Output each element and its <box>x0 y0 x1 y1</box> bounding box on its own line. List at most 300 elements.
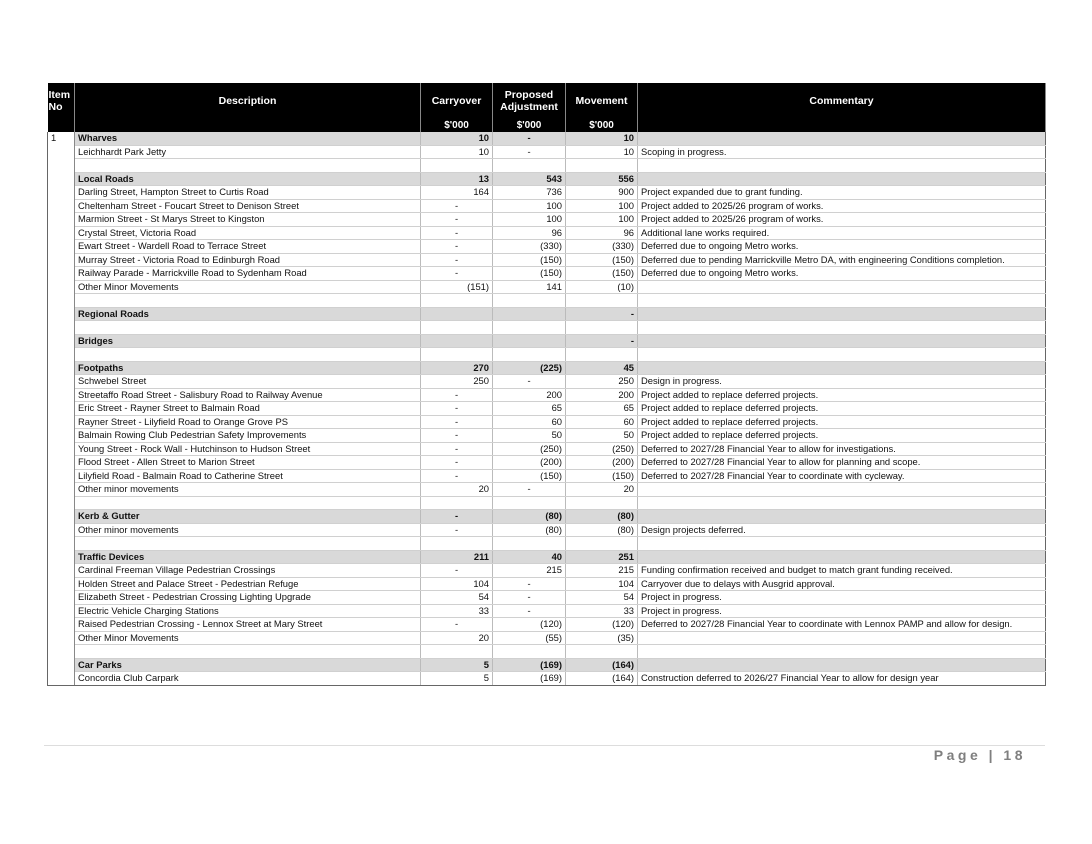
carryover-cell: 164 <box>421 186 493 200</box>
movement-cell: 900 <box>566 186 638 200</box>
carryover-cell: 54 <box>421 591 493 605</box>
commentary-cell: Project expanded due to grant funding. <box>638 186 1046 200</box>
carryover-cell <box>421 294 493 308</box>
adjustment-cell: - <box>493 577 566 591</box>
commentary-cell: Project added to 2025/26 program of works. <box>638 213 1046 227</box>
carryover-cell <box>421 348 493 362</box>
table-row <box>48 469 1046 483</box>
unit-row <box>48 118 1046 132</box>
table-row <box>48 429 1046 443</box>
item-no-cell <box>48 334 75 348</box>
description-cell: Murray Street - Victoria Road to Edinburgh Road <box>75 253 421 267</box>
description-cell <box>75 321 421 335</box>
movement-cell <box>566 321 638 335</box>
item-no-cell <box>48 415 75 429</box>
carryover-cell: 20 <box>421 631 493 645</box>
header-item-no: Item No <box>48 83 75 118</box>
table-row <box>48 199 1046 213</box>
item-no-cell <box>48 388 75 402</box>
table-row <box>48 213 1046 227</box>
commentary-cell: Project added to replace deferred projects. <box>638 429 1046 443</box>
table-body <box>48 132 1046 685</box>
section-row <box>48 361 1046 375</box>
carryover-cell <box>421 645 493 659</box>
item-no-cell <box>48 429 75 443</box>
commentary-cell <box>638 361 1046 375</box>
item-no-cell <box>48 226 75 240</box>
spacer-row <box>48 159 1046 173</box>
movement-cell: 250 <box>566 375 638 389</box>
adjustment-cell: 100 <box>493 213 566 227</box>
item-no-cell <box>48 186 75 200</box>
item-no-cell <box>48 402 75 416</box>
adjustment-cell: 40 <box>493 550 566 564</box>
carryover-cell: 211 <box>421 550 493 564</box>
item-no-cell <box>48 159 75 173</box>
table-row <box>48 240 1046 254</box>
carryover-cell: - <box>421 442 493 456</box>
commentary-cell <box>638 159 1046 173</box>
item-no-cell: 1 <box>48 132 75 145</box>
table-row <box>48 631 1046 645</box>
description-cell: Car Parks <box>75 658 421 672</box>
movement-cell: (35) <box>566 631 638 645</box>
header-description: Description <box>75 83 421 118</box>
commentary-cell: Deferred to 2027/28 Financial Year to coordinate with Lennox PAMP and allow for design. <box>638 618 1046 632</box>
item-no-cell <box>48 348 75 362</box>
adjustment-cell: - <box>493 132 566 145</box>
adjustment-cell: 215 <box>493 564 566 578</box>
adjustment-cell: - <box>493 375 566 389</box>
header-row <box>48 83 1046 118</box>
commentary-cell: Deferred due to ongoing Metro works. <box>638 267 1046 281</box>
adjustment-cell: (150) <box>493 469 566 483</box>
movement-cell: (150) <box>566 253 638 267</box>
carryover-cell: - <box>421 564 493 578</box>
movement-cell <box>566 159 638 173</box>
description-cell: Elizabeth Street - Pedestrian Crossing Lighting Upgrade <box>75 591 421 605</box>
movement-cell: (10) <box>566 280 638 294</box>
item-no-cell <box>48 658 75 672</box>
movement-cell: (164) <box>566 672 638 686</box>
movement-cell: - <box>566 334 638 348</box>
commentary-cell: Deferred to 2027/28 Financial Year to allow for investigations. <box>638 442 1046 456</box>
item-no-cell <box>48 240 75 254</box>
description-cell: Regional Roads <box>75 307 421 321</box>
description-cell <box>75 348 421 362</box>
adjustment-cell: 65 <box>493 402 566 416</box>
description-cell: Electric Vehicle Charging Stations <box>75 604 421 618</box>
carryover-cell: - <box>421 469 493 483</box>
movement-cell: (200) <box>566 456 638 470</box>
description-cell: Raised Pedestrian Crossing - Lennox Street at Mary Street <box>75 618 421 632</box>
adjustment-cell: 200 <box>493 388 566 402</box>
table-row <box>48 591 1046 605</box>
commentary-cell <box>638 307 1046 321</box>
carryover-cell: 20 <box>421 483 493 497</box>
item-no-cell <box>48 172 75 186</box>
table-row <box>48 672 1046 686</box>
description-cell: Traffic Devices <box>75 550 421 564</box>
adjustment-cell <box>493 321 566 335</box>
table-row <box>48 226 1046 240</box>
commentary-cell: Project in progress. <box>638 604 1046 618</box>
movement-cell: 96 <box>566 226 638 240</box>
carryover-cell: 10 <box>421 145 493 159</box>
adjustment-cell <box>493 159 566 173</box>
movement-cell: 10 <box>566 132 638 145</box>
table-row <box>48 564 1046 578</box>
table-row <box>48 483 1046 497</box>
description-cell: Darling Street, Hampton Street to Curtis Road <box>75 186 421 200</box>
adjustment-cell: (120) <box>493 618 566 632</box>
movement-cell: (330) <box>566 240 638 254</box>
movement-cell: 200 <box>566 388 638 402</box>
description-cell <box>75 537 421 551</box>
item-no-cell <box>48 294 75 308</box>
spacer-row <box>48 496 1046 510</box>
header-commentary: Commentary <box>638 83 1046 118</box>
commentary-cell: Deferred due to ongoing Metro works. <box>638 240 1046 254</box>
carryover-cell: - <box>421 213 493 227</box>
adjustment-cell: - <box>493 483 566 497</box>
commentary-cell: Scoping in progress. <box>638 145 1046 159</box>
carryover-cell <box>421 496 493 510</box>
capital-works-table <box>47 83 1046 686</box>
table-row <box>48 604 1046 618</box>
item-no-cell <box>48 618 75 632</box>
table-row <box>48 145 1046 159</box>
adjustment-cell: 736 <box>493 186 566 200</box>
item-no-cell <box>48 537 75 551</box>
header-carryover: Carryover <box>421 83 493 118</box>
description-cell: Young Street - Rock Wall - Hutchinson to Hudson Street <box>75 442 421 456</box>
carryover-cell: - <box>421 226 493 240</box>
commentary-cell: Project added to replace deferred projects. <box>638 388 1046 402</box>
table-row <box>48 375 1046 389</box>
item-no-cell <box>48 550 75 564</box>
adjustment-cell: (225) <box>493 361 566 375</box>
table-row <box>48 267 1046 281</box>
description-cell: Footpaths <box>75 361 421 375</box>
table-row <box>48 456 1046 470</box>
adjustment-cell: (150) <box>493 253 566 267</box>
carryover-cell: - <box>421 415 493 429</box>
adjustment-cell: (80) <box>493 523 566 537</box>
description-cell: Cardinal Freeman Village Pedestrian Crossings <box>75 564 421 578</box>
movement-cell: - <box>566 307 638 321</box>
table-row <box>48 280 1046 294</box>
table-row <box>48 415 1046 429</box>
commentary-cell <box>638 172 1046 186</box>
table-row <box>48 618 1046 632</box>
movement-cell: 556 <box>566 172 638 186</box>
description-cell: Rayner Street - Lilyfield Road to Orange Grove PS <box>75 415 421 429</box>
movement-cell: (120) <box>566 618 638 632</box>
unit-blank <box>75 118 421 132</box>
commentary-cell <box>638 294 1046 308</box>
section-row <box>48 307 1046 321</box>
item-no-cell <box>48 442 75 456</box>
section-row <box>48 550 1046 564</box>
section-row <box>48 172 1046 186</box>
section-row <box>48 510 1046 524</box>
item-no-cell <box>48 375 75 389</box>
movement-cell <box>566 645 638 659</box>
commentary-cell <box>638 483 1046 497</box>
movement-cell: 65 <box>566 402 638 416</box>
commentary-cell: Design projects deferred. <box>638 523 1046 537</box>
spacer-row <box>48 537 1046 551</box>
carryover-cell <box>421 537 493 551</box>
adjustment-cell: - <box>493 145 566 159</box>
adjustment-cell: (330) <box>493 240 566 254</box>
item-no-cell <box>48 307 75 321</box>
adjustment-cell: 50 <box>493 429 566 443</box>
commentary-cell: Deferred to 2027/28 Financial Year to coordinate with cycleway. <box>638 469 1046 483</box>
description-cell: Other minor movements <box>75 483 421 497</box>
description-cell: Railway Parade - Marrickville Road to Sydenham Road <box>75 267 421 281</box>
page-number: Page | 18 <box>933 747 1026 763</box>
table-row <box>48 402 1046 416</box>
description-cell: Other Minor Movements <box>75 631 421 645</box>
spacer-row <box>48 348 1046 362</box>
item-no-cell <box>48 645 75 659</box>
item-no-cell <box>48 199 75 213</box>
carryover-cell <box>421 321 493 335</box>
commentary-cell: Carryover due to delays with Ausgrid approval. <box>638 577 1046 591</box>
commentary-cell: Construction deferred to 2026/27 Financial Year to allow for design year <box>638 672 1046 686</box>
commentary-cell: Project added to 2025/26 program of works. <box>638 199 1046 213</box>
movement-cell: 50 <box>566 429 638 443</box>
carryover-cell: - <box>421 456 493 470</box>
adjustment-cell: - <box>493 604 566 618</box>
adjustment-cell: 100 <box>493 199 566 213</box>
carryover-cell: 104 <box>421 577 493 591</box>
movement-cell: 251 <box>566 550 638 564</box>
section-row <box>48 658 1046 672</box>
carryover-cell: 250 <box>421 375 493 389</box>
carryover-cell: - <box>421 510 493 524</box>
carryover-cell: 33 <box>421 604 493 618</box>
adjustment-cell <box>493 537 566 551</box>
commentary-cell: Project in progress. <box>638 591 1046 605</box>
description-cell: Leichhardt Park Jetty <box>75 145 421 159</box>
item-no-cell <box>48 456 75 470</box>
item-no-cell <box>48 145 75 159</box>
movement-cell: 54 <box>566 591 638 605</box>
header-proposed-adjustment: Proposed Adjustment <box>493 83 566 118</box>
adjustment-cell: (55) <box>493 631 566 645</box>
unit-blank <box>48 118 75 132</box>
movement-cell: 45 <box>566 361 638 375</box>
movement-cell: (164) <box>566 658 638 672</box>
table-row <box>48 186 1046 200</box>
description-cell: Ewart Street - Wardell Road to Terrace Street <box>75 240 421 254</box>
adjustment-cell <box>493 645 566 659</box>
unit-movement: $'000 <box>566 118 638 132</box>
commentary-cell <box>638 496 1046 510</box>
adjustment-cell: (80) <box>493 510 566 524</box>
movement-cell <box>566 294 638 308</box>
footer-divider <box>44 745 1045 746</box>
commentary-cell: Additional lane works required. <box>638 226 1046 240</box>
section-row <box>48 132 1046 145</box>
commentary-cell: Deferred to 2027/28 Financial Year to allow for planning and scope. <box>638 456 1046 470</box>
adjustment-cell: (169) <box>493 672 566 686</box>
carryover-cell: - <box>421 429 493 443</box>
description-cell: Streetaffo Road Street - Salisbury Road to Railway Avenue <box>75 388 421 402</box>
carryover-cell: - <box>421 267 493 281</box>
adjustment-cell <box>493 334 566 348</box>
carryover-cell: 270 <box>421 361 493 375</box>
item-no-cell <box>48 523 75 537</box>
adjustment-cell: - <box>493 591 566 605</box>
table-row <box>48 388 1046 402</box>
adjustment-cell <box>493 307 566 321</box>
adjustment-cell <box>493 496 566 510</box>
carryover-cell: (151) <box>421 280 493 294</box>
commentary-cell <box>638 631 1046 645</box>
item-no-cell <box>48 213 75 227</box>
commentary-cell <box>638 537 1046 551</box>
adjustment-cell: (150) <box>493 267 566 281</box>
item-no-cell <box>48 510 75 524</box>
table-row <box>48 253 1046 267</box>
commentary-cell <box>638 658 1046 672</box>
carryover-cell <box>421 307 493 321</box>
movement-cell: (150) <box>566 267 638 281</box>
spacer-row <box>48 645 1046 659</box>
carryover-cell: - <box>421 618 493 632</box>
adjustment-cell: 96 <box>493 226 566 240</box>
adjustment-cell <box>493 294 566 308</box>
description-cell: Marmion Street - St Marys Street to Kingston <box>75 213 421 227</box>
description-cell: Crystal Street, Victoria Road <box>75 226 421 240</box>
carryover-cell: 5 <box>421 672 493 686</box>
commentary-cell: Deferred due to pending Marrickville Metro DA, with engineering Conditions completion. <box>638 253 1046 267</box>
item-no-cell <box>48 321 75 335</box>
commentary-cell <box>638 645 1046 659</box>
item-no-cell <box>48 280 75 294</box>
description-cell: Wharves <box>75 132 421 145</box>
item-no-cell <box>48 577 75 591</box>
description-cell <box>75 294 421 308</box>
item-no-cell <box>48 483 75 497</box>
adjustment-cell: (250) <box>493 442 566 456</box>
commentary-cell <box>638 550 1046 564</box>
item-no-cell <box>48 564 75 578</box>
movement-cell <box>566 348 638 362</box>
carryover-cell <box>421 159 493 173</box>
adjustment-cell: 543 <box>493 172 566 186</box>
movement-cell: 100 <box>566 199 638 213</box>
carryover-cell <box>421 334 493 348</box>
header-movement: Movement <box>566 83 638 118</box>
commentary-cell: Design in progress. <box>638 375 1046 389</box>
carryover-cell: 13 <box>421 172 493 186</box>
description-cell <box>75 645 421 659</box>
description-cell: Cheltenham Street - Foucart Street to Denison Street <box>75 199 421 213</box>
item-no-cell <box>48 253 75 267</box>
movement-cell: 20 <box>566 483 638 497</box>
movement-cell: (150) <box>566 469 638 483</box>
movement-cell: 215 <box>566 564 638 578</box>
adjustment-cell: 141 <box>493 280 566 294</box>
commentary-cell: Project added to replace deferred projects. <box>638 402 1046 416</box>
item-no-cell <box>48 672 75 686</box>
commentary-cell <box>638 334 1046 348</box>
movement-cell: (250) <box>566 442 638 456</box>
commentary-cell <box>638 132 1046 145</box>
item-no-cell <box>48 591 75 605</box>
carryover-cell: - <box>421 388 493 402</box>
movement-cell: 100 <box>566 213 638 227</box>
description-cell: Flood Street - Allen Street to Marion Street <box>75 456 421 470</box>
section-row <box>48 334 1046 348</box>
commentary-cell: Project added to replace deferred projects. <box>638 415 1046 429</box>
description-cell <box>75 159 421 173</box>
item-no-cell <box>48 361 75 375</box>
commentary-cell <box>638 348 1046 362</box>
item-no-cell <box>48 496 75 510</box>
item-no-cell <box>48 604 75 618</box>
movement-cell: 104 <box>566 577 638 591</box>
description-cell: Kerb & Gutter <box>75 510 421 524</box>
spacer-row <box>48 321 1046 335</box>
table-row <box>48 577 1046 591</box>
item-no-cell <box>48 469 75 483</box>
description-cell: Bridges <box>75 334 421 348</box>
commentary-cell <box>638 510 1046 524</box>
table-row <box>48 523 1046 537</box>
unit-blank <box>638 118 1046 132</box>
carryover-cell: - <box>421 523 493 537</box>
movement-cell: 60 <box>566 415 638 429</box>
spacer-row <box>48 294 1046 308</box>
description-cell: Local Roads <box>75 172 421 186</box>
movement-cell: (80) <box>566 510 638 524</box>
commentary-cell <box>638 280 1046 294</box>
movement-cell: 10 <box>566 145 638 159</box>
description-cell: Concordia Club Carpark <box>75 672 421 686</box>
carryover-cell: - <box>421 253 493 267</box>
description-cell <box>75 496 421 510</box>
adjustment-cell: 60 <box>493 415 566 429</box>
carryover-cell: 10 <box>421 132 493 145</box>
adjustment-cell <box>493 348 566 362</box>
adjustment-cell: (169) <box>493 658 566 672</box>
movement-cell: 33 <box>566 604 638 618</box>
description-cell: Eric Street - Rayner Street to Balmain Road <box>75 402 421 416</box>
commentary-cell: Funding confirmation received and budget to match grant funding received. <box>638 564 1046 578</box>
description-cell: Other Minor Movements <box>75 280 421 294</box>
movement-cell: (80) <box>566 523 638 537</box>
adjustment-cell: (200) <box>493 456 566 470</box>
unit-carryover: $'000 <box>421 118 493 132</box>
description-cell: Schwebel Street <box>75 375 421 389</box>
description-cell: Balmain Rowing Club Pedestrian Safety Improvements <box>75 429 421 443</box>
table-row <box>48 442 1046 456</box>
description-cell: Holden Street and Palace Street - Pedestrian Refuge <box>75 577 421 591</box>
description-cell: Other minor movements <box>75 523 421 537</box>
movement-cell <box>566 537 638 551</box>
carryover-cell: 5 <box>421 658 493 672</box>
commentary-cell <box>638 321 1046 335</box>
item-no-cell <box>48 631 75 645</box>
item-no-cell <box>48 267 75 281</box>
carryover-cell: - <box>421 240 493 254</box>
